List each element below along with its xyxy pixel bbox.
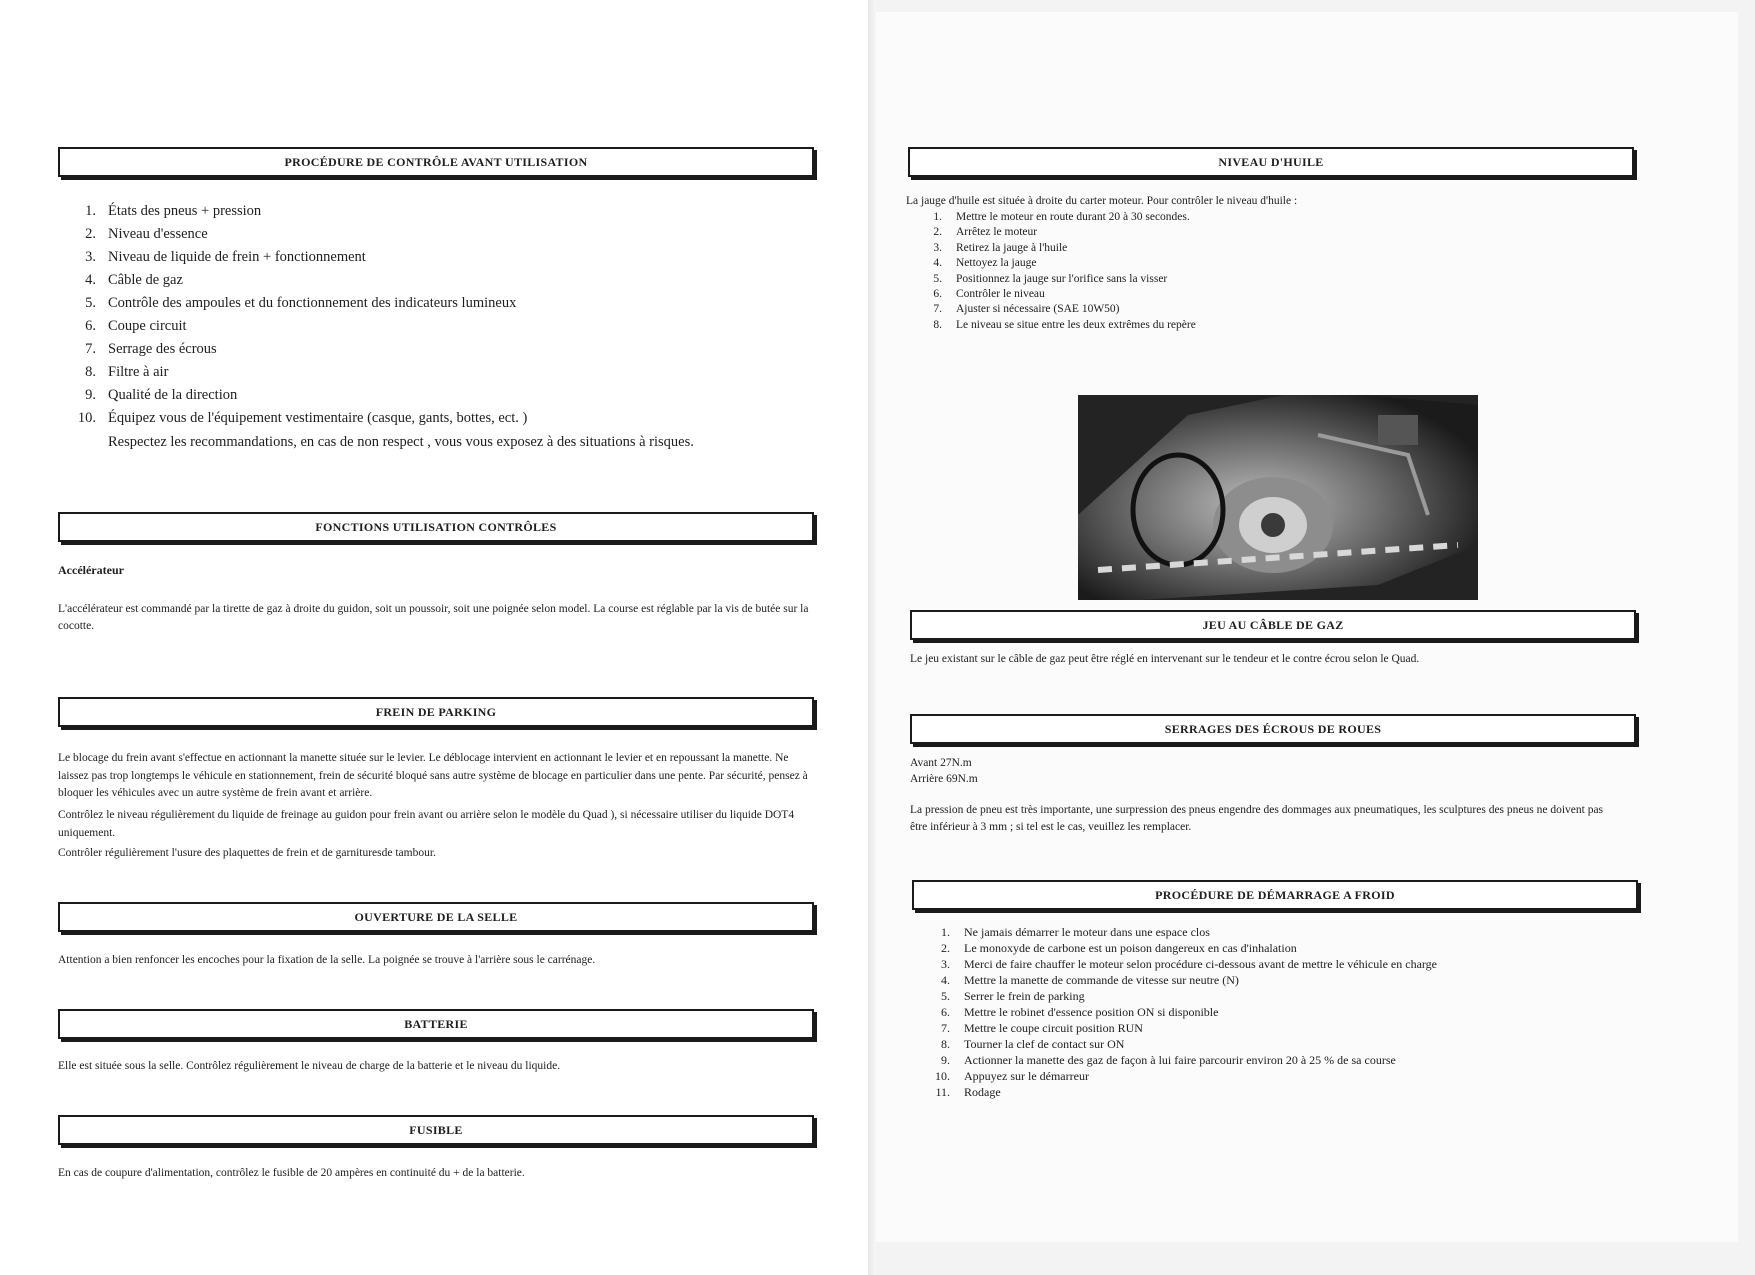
battery-title: BATTERIE bbox=[58, 1009, 814, 1039]
list-item: 7. Mettre le coupe circuit position RUN bbox=[941, 1021, 1143, 1035]
list-item: 9. Qualité de la direction bbox=[85, 387, 238, 403]
list-item: 7. Serrage des écrous bbox=[85, 341, 217, 357]
oil-check-steps bbox=[920, 210, 1196, 333]
list-item: 5. Serrer le frein de parking bbox=[941, 989, 1085, 1003]
list-item: 7. Ajuster si nécessaire (SAE 10W50) bbox=[933, 303, 1120, 316]
left-page bbox=[0, 0, 868, 1275]
list-item: 9. Actionner la manette des gaz de façon à lui faire parcourir environ 20 à 25 % de sa course bbox=[941, 1053, 1396, 1067]
list-item: 4. Mettre la manette de commande de vitesse sur neutre (N) bbox=[941, 973, 1239, 987]
battery-text: Elle est située sous la selle. Contrôlez régulièrement le niveau de charge de la batterie et le niveau du liquide. bbox=[58, 1060, 561, 1072]
list-item: 8. Tourner la clef de contact sur ON bbox=[941, 1037, 1125, 1051]
torque-rear: Arrière 69N.m bbox=[910, 773, 978, 785]
engine-oil-dipstick-photo bbox=[1078, 395, 1478, 600]
oil-intro: La jauge d'huile est située à droite du carter moteur. Pour contrôler le niveau d'huile : bbox=[906, 195, 1298, 207]
list-item: 6. Contrôler le niveau bbox=[933, 288, 1045, 301]
list-item: 6. Mettre le robinet d'essence position ON si disponible bbox=[941, 1005, 1219, 1019]
list-item: 8. Le niveau se situe entre les deux extrêmes du repère bbox=[933, 318, 1196, 331]
fuse-text: En cas de coupure d'alimentation, contrôlez le fusible de 20 ampères en continuité du + de la batterie. bbox=[58, 1167, 525, 1179]
list-item: 1. Mettre le moteur en route durant 20 à 30 secondes. bbox=[933, 211, 1190, 223]
list-item: 2. Niveau d'essence bbox=[85, 226, 208, 242]
list-item: 3. Niveau de liquide de frein + fonctionnement bbox=[85, 249, 366, 265]
list-item: 4. Câble de gaz bbox=[85, 272, 183, 288]
oil-level-title: NIVEAU D'HUILE bbox=[908, 147, 1634, 177]
list-item: 2. Le monoxyde de carbone est un poison dangereux en cas d'inhalation bbox=[941, 941, 1297, 955]
list-item: 6. Coupe circuit bbox=[85, 318, 187, 334]
throttle-cable-text: Le jeu existant sur le câble de gaz peut être réglé en intervenant sur le tendeur et le contre écrou selon le Quad. bbox=[910, 653, 1420, 665]
list-item: 3. Retirez la jauge à l'huile bbox=[933, 241, 1068, 254]
list-item: 11. Rodage bbox=[935, 1085, 1001, 1099]
seat-opening-title: OUVERTURE DE LA SELLE bbox=[58, 902, 814, 932]
list-item: 8. Filtre à air bbox=[85, 364, 169, 380]
accelerator-heading: Accélérateur bbox=[58, 563, 124, 577]
list-item: 2. Arrêtez le moteur bbox=[933, 226, 1038, 239]
pre-use-checklist bbox=[70, 200, 790, 430]
list-item: 1. Ne jamais démarrer le moteur dans une espace clos bbox=[941, 925, 1210, 939]
parking-brake-text-3: Contrôler régulièrement l'usure des plaquettes de frein et de garnituresde tambour. bbox=[58, 847, 436, 859]
wheel-nuts-title: SERRAGES DES ÉCROUS DE ROUES bbox=[910, 714, 1636, 744]
torque-front: Avant 27N.m bbox=[910, 757, 972, 769]
cold-start-steps bbox=[928, 924, 1437, 1100]
tyre-pressure-text: La pression de pneu est très importante, une surpression des pneus engendre des dommages aux pneumatiques, les sculptures des pneus ne doivent pas être inférieur à 3 mm ; si tel est le cas, veuillez les remplacer. bbox=[910, 804, 1604, 833]
seat-opening-text: Attention a bien renfoncer les encoches pour la fixation de la selle. La poignée se trouve à l'arrière sous le carrénage. bbox=[58, 954, 596, 966]
checklist-title: PROCÉDURE DE CONTRÔLE AVANT UTILISATION bbox=[58, 147, 814, 177]
accelerator-text: L'accélérateur est commandé par la tirette de gaz à droite du guidon, soit un poussoir, soit une poignée selon model. La course est réglable par la vis de butée sur la cocotte. bbox=[58, 603, 809, 633]
cold-start-title: PROCÉDURE DE DÉMARRAGE A FROID bbox=[912, 880, 1638, 910]
parking-brake-text-1: Le blocage du frein avant s'effectue en actionnant la manette située sur le levier. Le déblocage intervient en actionnant le levier et en repoussant la manette. Ne laissez pas trop longtemps le véhicule en stationnement, frein de sécurité bloqué sans autre système de blocage en particulier dans une pente. Par sécurité, pensez à bloquer les véhicules avec un autre système de frein avant et arrière. bbox=[58, 752, 808, 799]
page-fold bbox=[868, 0, 876, 1275]
parking-brake-text-2: Contrôlez le niveau régulièrement du liquide de freinage au guidon pour frein avant ou arrière selon le modèle du Quad ), si nécessaire utiliser du liquide DOT4 uniquement. bbox=[58, 809, 795, 839]
list-item: 1. États des pneus + pression bbox=[85, 203, 262, 219]
list-item: 4. Nettoyez la jauge bbox=[933, 257, 1037, 270]
parking-brake-title: FREIN DE PARKING bbox=[58, 697, 814, 727]
throttle-cable-title: JEU AU CÂBLE DE GAZ bbox=[910, 610, 1636, 640]
checklist-warning-note: Respectez les recommandations, en cas de non respect , vous vous exposez à des situations à risques. bbox=[108, 434, 694, 450]
fuse-title: FUSIBLE bbox=[58, 1115, 814, 1145]
list-item: 5. Positionnez la jauge sur l'orifice sans la visser bbox=[933, 272, 1168, 285]
list-item: 3. Merci de faire chauffer le moteur selon procédure ci-dessous avant de mettre le véhicule en charge bbox=[941, 957, 1438, 971]
list-item: 10. Appuyez sur le démarreur bbox=[935, 1069, 1089, 1083]
list-item: 10. Équipez vous de l'équipement vestimentaire (casque, gants, bottes, ect. ) bbox=[77, 410, 528, 426]
functions-title: FONCTIONS UTILISATION CONTRÔLES bbox=[58, 512, 814, 542]
list-item: 5. Contrôle des ampoules et du fonctionnement des indicateurs lumineux bbox=[85, 295, 517, 311]
engine-photo-image bbox=[1078, 395, 1478, 600]
